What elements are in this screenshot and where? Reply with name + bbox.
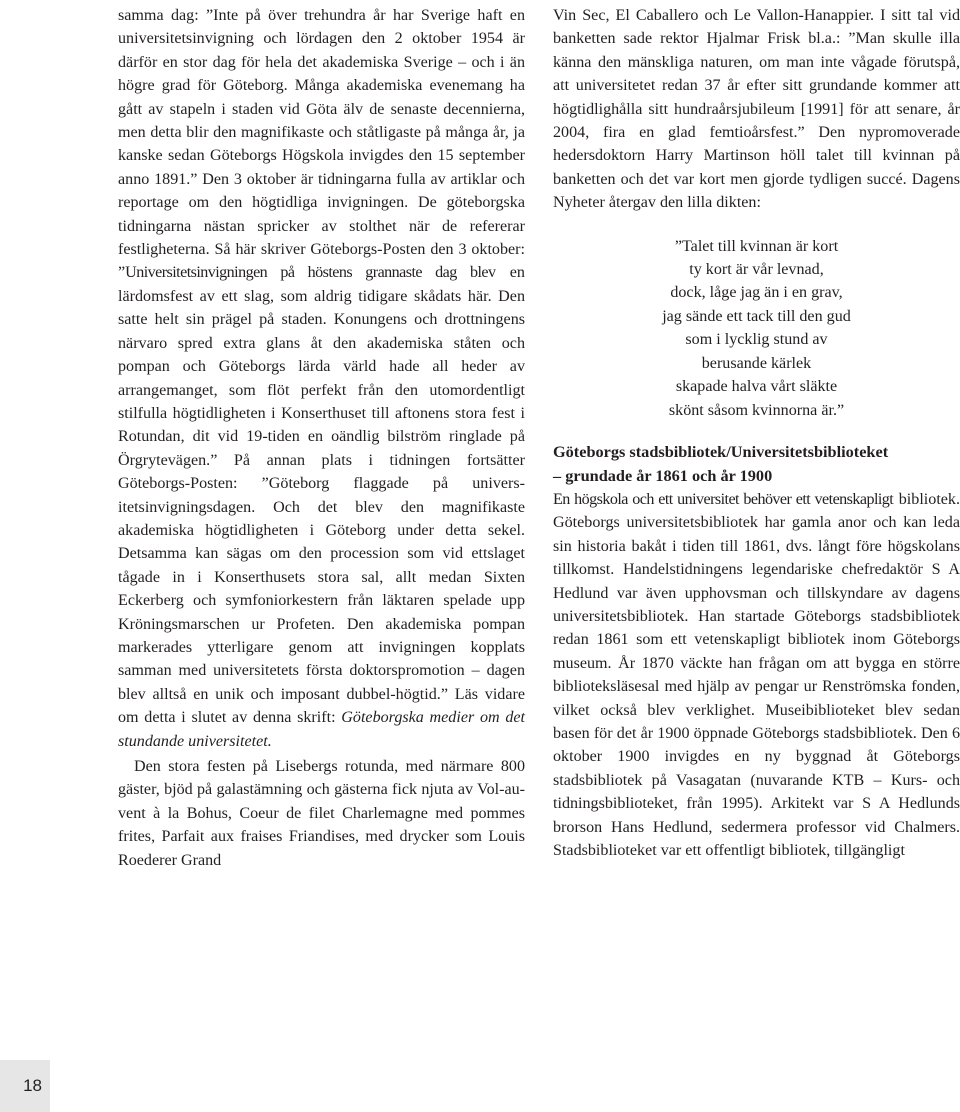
section-heading-line-1: Göteborgs stadsbibliotek/Universitetsbiblioteket	[553, 441, 889, 461]
poem-line: ty kort är vår levnad,	[689, 261, 824, 279]
poem-line: som i lycklig stund av	[685, 331, 828, 349]
left-paragraph-1-tight-line: Universitetsinvigningen på höstens grannaste dag blev	[125, 264, 496, 282]
right-paragraph-2	[553, 488, 960, 863]
left-paragraph-1-italic-title: Göteborgska medier om det stundande universitetet.	[118, 709, 526, 750]
poem-line: ”Talet till kvinnan är kort	[674, 237, 839, 255]
page-number: 18	[0, 1060, 50, 1112]
right-paragraph-2-tight-line: En högskola och ett universitet behöver ett vetenskapligt	[553, 490, 894, 508]
right-paragraph-2-text: bibliotek. Göteborgs universitetsbibliotek har gamla anor och kan leda sin historia bakåt i tiden till 1861, dvs. långt före högskolans tillkomst. Handelstidningens legendariske chefredaktör S A Hedlund var även upphovsman och tillskyndare av dagens universitetsbibliotek. Han startade Göteborgs stadsbibliotek redan 1861 som ett vetenskapligt bibliotek inom Göteborgs museum. År 1870 väckte han frågan om att bygga en större biblioteksläsesal med hjälp av pengar ur Renströmska fonden, vilket också blev verklighet. Museibiblioteket blev sedan basen för det år 1900 öppnade Göteborgs stadsbibliotek. Den 6 oktober 1900 invigdes en ny byggnad åt Göteborgs stadsbibliotek på Vasagatan (nuvarande KTB – Kurs- och tidningsbiblioteket, från 1995). Arkitekt var S A Hedlunds brorson Hans Hedlund, sedermera professor vid Chalmers. Stadsbiblioteket var ett offentligt bibliotek, tillgängligt	[553, 490, 960, 859]
left-paragraph-1-text-a: samma dag: ”Inte på över trehundra år har Sverige haft en universitetsinvigning och lördagen den 2 oktober 1954 är därför en stor dag för hela det akademiska Sverige – och i än högre grad för Göteborg. Många akademiska evenemang ha gått av stapeln i staden vid Göta älv de senaste decennierna, men detta blir den magnifikaste och ståtligaste på många år, ja kanske sedan Göteborgs Högskola invigdes den 15 september anno 1891.” Den 3 oktober är tidningarna fulla av artiklar och reportage om den högtidliga invigningen. De göteborgska tidningarna nästan spricker av stolthet när de refererar festligheterna. Så här skriver Göteborgs-Posten den 3 oktober: ”	[118, 7, 525, 282]
left-column	[118, 4, 525, 872]
poem-line: skönt såsom kvinnorna är.”	[668, 401, 845, 419]
section-heading-line-2: – grundade år 1861 och år 1900	[553, 465, 773, 485]
right-paragraph-1: Vin Sec, El Caballero och Le Vallon-Hanappier. I sitt tal vid banketten sade rektor Hjalmar Frisk bl.a.: ”Man skulle illa känna den mänskliga naturen, om man inte vågade förutspå, att universitetet redan 37 år efter sitt grundande kommer att högtidlighålla sitt hundraårsjubileum [1991] för att senare, år 2004, fira en glad femtioårsfest.” Den nypromoverade hedersdoktorn Harry Martinson höll talet till kvinnan på banketten och det var kort men gjorde tydligen succé. Dagens Nyheter återgav den lilla dikten:	[553, 7, 960, 212]
right-column	[553, 4, 960, 862]
poem-line: dock, låge jag än i en grav,	[670, 284, 843, 302]
section-heading	[553, 440, 960, 488]
left-paragraph-2: Den stora festen på Lisebergs rotunda, med närmare 800 gäster, bjöd på galastämning och gästerna fick njuta av Vol-au-vent à la Bohus, Coeur de filet Charlemagne med pommes frites, Parfait aux fraises Friandises, med drycker som Louis Roederer Grand	[118, 758, 525, 869]
poem-line: jag sände ett tack till den gud	[662, 307, 851, 325]
poem-line: berusande kärlek	[701, 354, 812, 372]
left-paragraph-1	[118, 4, 525, 753]
left-paragraph-1-text-b: en lärdomsfest av ett slag, som aldrig tidigare skådats här. Den satte helt sin prägel på staden. Konungens och drottningens närvaro spred extra glans åt den akademiska ståten och pompan och Göteborgs lärda värld hade all heder av arrangemanget, som flöt perfekt från den utomordentligt stilfulla högtidligheten i Konserthuset till aftonens stora fest i Rotundan, dit vid 19-tiden en oändlig bilström ringlade på Örgrytevägen.” På annan plats i tidningen fortsätter Göteborgs-Posten: ”Göteborg flaggade på univers-itetsinvigningsdagen. Och det blev den magnifikaste akademiska högtidligheten i Göteborg under detta sekel. Detsamma kan sägas om den procession som vid ettslaget tågade in i Konserthusets stora sal, allt medan Sixten Eckerberg och symfoniorkestern från läktaren spelade upp Kröningsmarschen ur Profeten. Den akademiska pompan markerades ytterligare genom att invigningen kopplats samman med universitetets första doktorspromotion – dagen blev alltså en unik och imposant dubbel-högtid.” Läs vidare om detta i slutet av denna skrift:	[118, 264, 525, 727]
poem-line: skapade halva vårt släkte	[675, 378, 838, 396]
poem	[553, 235, 960, 422]
